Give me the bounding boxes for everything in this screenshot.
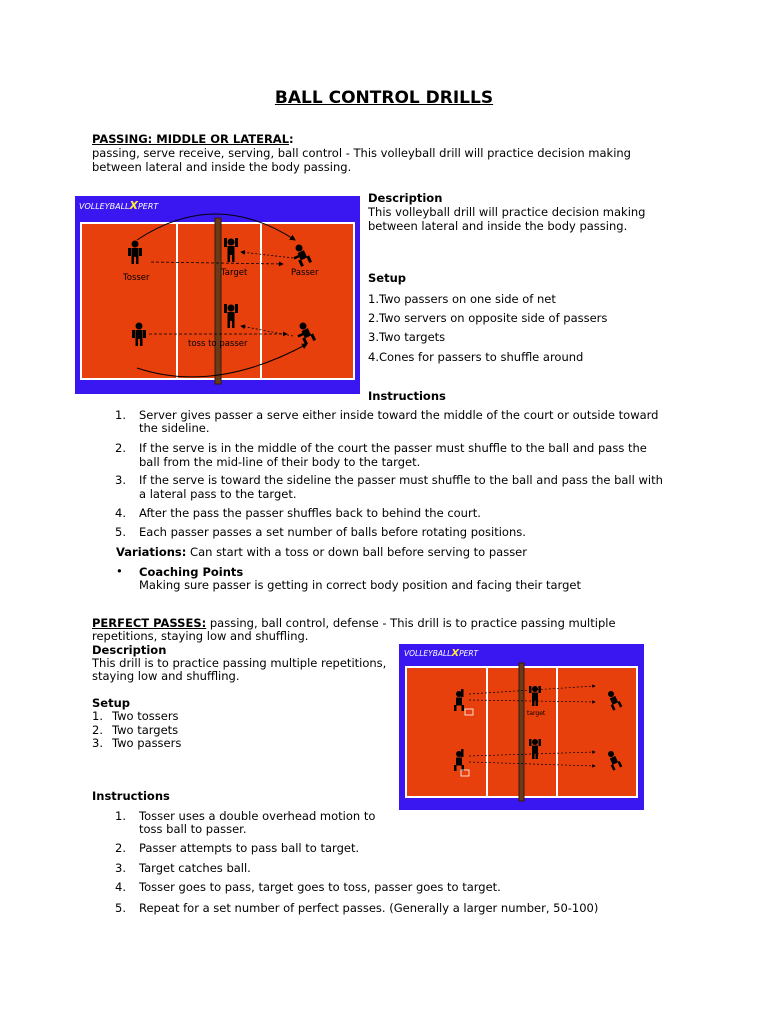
drill2-instruction-4-line1: Tosser goes to pass, target goes to toss, passer goes to target.	[139, 880, 501, 894]
drill2-instruction-3-num: 3.	[115, 861, 126, 875]
drill1-heading-colon: :	[289, 132, 294, 146]
drill2-logo-x: X	[451, 648, 460, 659]
drill1-coaching-heading: Coaching Points	[139, 565, 244, 579]
drill2-description-heading: Description	[92, 643, 167, 657]
drill1-instruction-2-line2: ball from the mid-line of their body to the target.	[139, 455, 421, 469]
drill1-instruction-4-line1: After the pass the passer shuffles back to behind the court.	[139, 506, 481, 520]
drill2-setup-item-2-text: Two targets	[112, 723, 179, 737]
drill1-court-svg	[75, 196, 360, 394]
drill2-description-line1: This drill is to practice passing multiple repetitions,	[92, 656, 387, 670]
drill2-instructions-heading: Instructions	[92, 789, 170, 803]
drill2-setup-item-2-num: 2.	[92, 723, 103, 737]
drill1-instruction-5-line1: Each passer passes a set number of balls before rotating positions.	[139, 525, 526, 539]
drill1-label-target: Target	[221, 268, 248, 278]
drill2-instruction-5-num: 5.	[115, 901, 126, 915]
drill1-intro-line2: between lateral and inside the body passing.	[92, 160, 352, 174]
drill1-label-toss: toss to passer	[188, 339, 248, 349]
drill2-setup-heading: Setup	[92, 696, 130, 710]
drill2-setup-item-3-num: 3.	[92, 736, 103, 750]
drill2-net	[519, 663, 524, 801]
drill1-intro-line1: passing, serve receive, serving, ball control - This volleyball drill will practice decision making	[92, 146, 631, 160]
drill1-setup-item-2: 2.Two servers on opposite side of passers	[368, 311, 608, 325]
drill2-setup-item-1-text: Two tossers	[112, 709, 179, 723]
drill1-variations	[116, 545, 527, 559]
drill1-logo	[79, 199, 159, 212]
drill1-setup-item-3: 3.Two targets	[368, 330, 446, 344]
drill1-instruction-4-num: 4.	[115, 506, 126, 520]
drill1-instruction-3-line1: If the serve is toward the sideline the passer must shuffle to the ball and pass the ball with	[139, 473, 663, 487]
drill2-court-diagram	[399, 644, 644, 810]
drill1-setup-item-1: 1.Two passers on one side of net	[368, 292, 556, 306]
drill2-intro	[92, 616, 616, 630]
drill1-logo-x: X	[129, 199, 138, 212]
drill2-logo	[404, 648, 480, 659]
drill2-instruction-2-num: 2.	[115, 841, 126, 855]
drill1-logo-right: PERT	[137, 202, 159, 211]
drill1-label-passer: Passer	[291, 268, 319, 278]
drill2-label-target: target	[527, 710, 546, 717]
drill2-description-line2: staying low and shuffling.	[92, 669, 240, 683]
drill1-description-line1: This volleyball drill will practice decision making	[368, 205, 646, 219]
drill1-instruction-1-num: 1.	[115, 408, 126, 422]
drill1-instructions-heading: Instructions	[368, 389, 446, 403]
drill1-logo-left: VOLLEYBALL	[79, 202, 130, 211]
drill1-description-heading: Description	[368, 191, 443, 205]
drill1-instruction-3-line2: a lateral pass to the target.	[139, 487, 297, 501]
drill2-intro-line1: passing, ball control, defense - This drill is to practice passing multiple	[206, 616, 616, 630]
drill1-instruction-1-line2: the sideline.	[139, 421, 210, 435]
drill1-heading-text: PASSING: MIDDLE OR LATERAL	[92, 132, 290, 146]
drill1-setup-item-4: 4.Cones for passers to shuffle around	[368, 350, 584, 364]
drill2-logo-left: VOLLEYBALL	[404, 649, 452, 658]
drill1-net	[215, 218, 221, 384]
drill1-instruction-1-line1: Server gives passer a serve either inside toward the middle of the court or outside toward	[139, 408, 659, 422]
drill2-instruction-2-line1: Passer attempts to pass ball to target.	[139, 841, 360, 855]
drill2-instruction-1-num: 1.	[115, 809, 126, 823]
drill1-instruction-3-num: 3.	[115, 473, 126, 487]
drill1-variations-label: Variations:	[116, 545, 187, 559]
drill2-instruction-5-line1: Repeat for a set number of perfect passes. (Generally a larger number, 50-100)	[139, 901, 599, 915]
drill2-logo-right: PERT	[459, 649, 479, 658]
page-title: BALL CONTROL DRILLS	[274, 88, 494, 108]
drill2-intro-line2: repetitions, staying low and shuffling.	[92, 629, 309, 643]
drill1-court-diagram	[75, 196, 360, 394]
drill1-instruction-2-line1: If the serve is in the middle of the court the passer must shuffle to the ball and pass the	[139, 441, 647, 455]
drill1-label-tosser: Tosser	[123, 273, 150, 283]
drill1-instruction-2-num: 2.	[115, 441, 126, 455]
drill1-description-line2: between lateral and inside the body passing.	[368, 219, 628, 233]
drill2-instruction-1-line2: toss ball to passer.	[139, 822, 247, 836]
drill1-variations-text: Can start with a toss or down ball before serving to passer	[186, 545, 527, 559]
drill2-instruction-1-line1: Tosser uses a double overhead motion to	[139, 809, 376, 823]
drill1-setup-heading: Setup	[368, 271, 406, 285]
drill1-coaching-text: Making sure passer is getting in correct body position and facing their target	[139, 578, 581, 592]
drill2-setup-item-3-text: Two passers	[112, 736, 182, 750]
drill1-coaching-bullet: •	[116, 564, 123, 578]
drill2-instruction-3-line1: Target catches ball.	[139, 861, 251, 875]
drill2-setup-item-1-num: 1.	[92, 709, 103, 723]
drill1-heading	[92, 132, 294, 146]
drill1-instruction-5-num: 5.	[115, 525, 126, 539]
drill2-court-svg	[399, 644, 644, 810]
drill2-heading: PERFECT PASSES:	[92, 616, 207, 630]
drill2-instruction-4-num: 4.	[115, 880, 126, 894]
